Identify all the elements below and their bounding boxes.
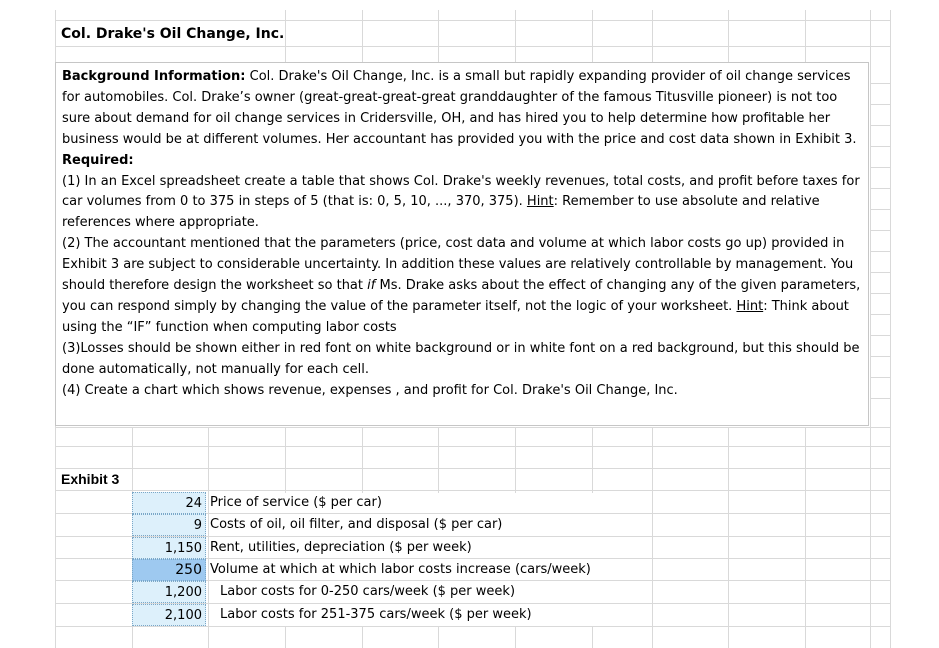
grid-col-line <box>285 10 286 62</box>
sheet-title: Col. Drake's Oil Change, Inc. <box>61 26 285 42</box>
grid-row-line <box>870 83 891 84</box>
price-label: Price of service ($ per car) <box>210 495 382 510</box>
background-text-box[interactable] <box>55 62 869 426</box>
grid-col-line <box>728 427 729 648</box>
grid-row-line <box>870 167 891 168</box>
grid-col-line <box>285 427 286 493</box>
grid-row-line <box>55 427 891 428</box>
grid-col-line <box>805 427 806 648</box>
required-item-1-hint: Hint <box>526 194 554 210</box>
required-item-1-text-end: : Remember to use absolute and relative references where appropriate. <box>62 194 820 231</box>
grid-col-line <box>362 427 363 493</box>
grid-row-line <box>55 626 891 627</box>
grid-row-line <box>870 293 891 294</box>
rent-label: Rent, utilities, depreciation ($ per week) <box>210 540 472 555</box>
grid-col-line <box>208 427 209 648</box>
required-item-2-text-mid: Ms. Drake asks about the effect of changing any of the given parameters, you can respond simply by changing the value of the parameter itself, not the logic of your worksheet. <box>62 278 861 314</box>
grid-row-line <box>870 272 891 273</box>
grid-col-line <box>728 10 729 62</box>
grid-col-line <box>438 10 439 62</box>
grid-row-line <box>55 490 891 491</box>
exhibit-label: Exhibit 3 <box>61 471 120 487</box>
grid-row-line <box>870 377 891 378</box>
grid-col-line <box>438 427 439 493</box>
grid-col-line <box>652 427 653 648</box>
required-item-1-text: (1) In an Excel spreadsheet create a table that shows Col. Drake's weekly revenues, total costs, and profit before taxes for car volumes from 0 to 375 in steps of 5 (that is: 0, 5, 10, ..., 370, 375). <box>62 173 860 210</box>
grid-col-line <box>592 427 593 493</box>
grid-row-line <box>870 230 891 231</box>
volume-threshold-label: Volume at which at which labor costs increase (cars/week) <box>210 562 591 577</box>
grid-col-line <box>515 427 516 493</box>
grid-col-line <box>652 10 653 62</box>
labor-high-cell[interactable]: 2,100 <box>132 604 206 626</box>
grid-row-line <box>870 104 891 105</box>
required-item-2-text: (2) The accountant mentioned that the parameters (price, cost data and volume at which labor costs go up) provided in Exhibit 3 are subject to considerable uncertainty. In addition these values are relatively controllable by management. You should therefore design the worksheet so that <box>62 236 854 294</box>
grid-row-line <box>870 188 891 189</box>
labor-low-cell[interactable]: 1,200 <box>132 581 206 603</box>
grid-col-line <box>515 10 516 62</box>
grid-row-line <box>55 46 891 47</box>
oil-cost-cell[interactable]: 9 <box>132 514 206 536</box>
grid-row-line <box>870 146 891 147</box>
grid-col-line <box>890 10 891 648</box>
labor-high-label: Labor costs for 251-375 cars/week ($ per week) <box>220 607 532 622</box>
grid-row-line <box>55 468 891 469</box>
grid-row-line <box>870 209 891 210</box>
grid-row-line <box>870 398 891 399</box>
oil-cost-label: Costs of oil, oil filter, and disposal ($ per car) <box>210 517 503 532</box>
background-paragraph <box>62 67 862 151</box>
required-item-3: (3)Losses should be shown either in red font on white background or in white font on a red background, but this should be done automatically, not manually for each cell. <box>62 340 860 377</box>
grid-col-line <box>285 626 286 648</box>
background-heading: Background Information: <box>62 69 246 84</box>
grid-col-line <box>805 10 806 62</box>
grid-col-line <box>362 10 363 62</box>
grid-row-line <box>870 356 891 357</box>
labor-low-label: Labor costs for 0-250 cars/week ($ per week) <box>220 584 516 599</box>
required-item-2-hint: Hint <box>736 298 764 314</box>
grid-row-line <box>55 20 891 21</box>
grid-col-line <box>592 626 593 648</box>
grid-col-line <box>438 626 439 648</box>
required-item-2-text-end: : Think about using the “IF” function when computing labor costs <box>62 298 849 335</box>
required-heading: Required: <box>62 152 134 168</box>
required-item-1 <box>62 172 862 235</box>
rent-cell[interactable]: 1,150 <box>132 537 206 559</box>
background-text: Col. Drake's Oil Change, Inc. is a small but rapidly expanding provider of oil change services for automobiles. Col. Drake’s owner (great-great-great-great granddaughter of the famous Titusville pioneer) is not too sure about demand for oil change services in Cridersville, OH, and has hired you to help determine how profitable her business would be at different volumes. Her accountant has provided you with the price and cost data shown in Exhibit 3. <box>62 69 857 147</box>
volume-threshold-cell[interactable]: 250 <box>132 559 206 581</box>
grid-row-line <box>870 314 891 315</box>
required-item-2 <box>62 234 862 339</box>
grid-col-line <box>362 626 363 648</box>
grid-col-line <box>515 626 516 648</box>
grid-row-line <box>55 446 891 447</box>
price-cell[interactable]: 24 <box>132 492 206 514</box>
required-item-2-if: if <box>367 278 376 294</box>
grid-col-line <box>592 10 593 62</box>
grid-col-line <box>870 10 871 648</box>
grid-row-line <box>870 335 891 336</box>
grid-row-line <box>870 251 891 252</box>
grid-row-line <box>870 125 891 126</box>
required-item-4: (4) Create a chart which shows revenue, expenses , and profit for Col. Drake's Oil Change, Inc. <box>62 382 678 398</box>
